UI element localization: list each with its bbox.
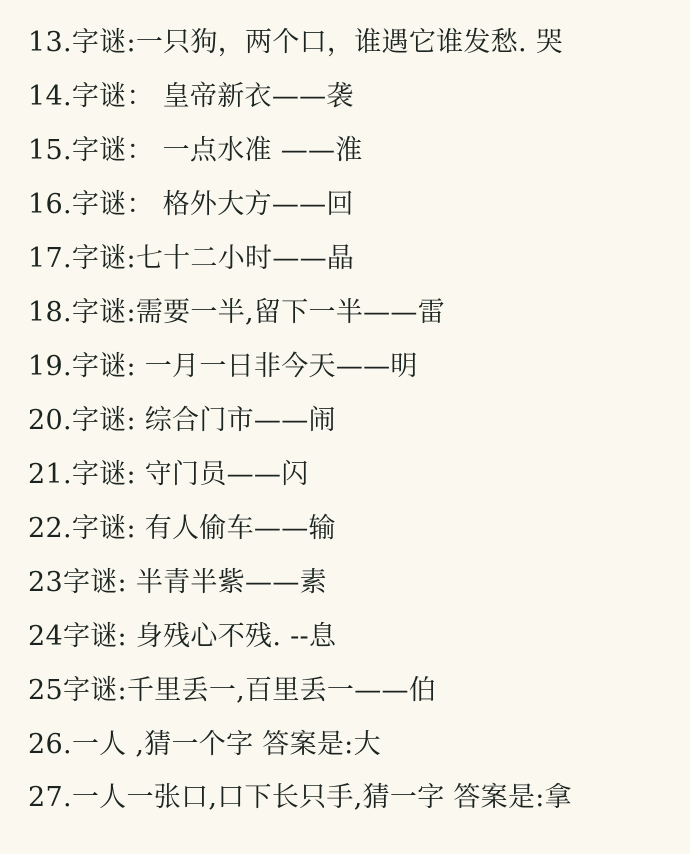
riddle-line: 15.字谜： 一点水准 ——淮 xyxy=(28,135,363,166)
riddle-line: 13.字谜:一只狗，两个口，谁遇它谁发愁. 哭 xyxy=(28,27,564,58)
riddle-line: 17.字谜:七十二小时——晶 xyxy=(28,243,355,274)
riddle-line: 22.字谜: 有人偷车——输 xyxy=(28,513,336,544)
riddle-line: 14.字谜： 皇帝新衣——袭 xyxy=(28,81,354,112)
riddle-line: 23字谜: 半青半紫——素 xyxy=(28,567,327,598)
riddle-line: 26.一人 ,猜一个字 答案是:大 xyxy=(28,729,381,760)
riddle-line: 27.一人一张口,口下长只手,猜一字 答案是:拿 xyxy=(28,782,572,813)
riddle-line: 20.字谜: 综合门市——闹 xyxy=(28,405,336,436)
riddle-line: 19.字谜: 一月一日非今天——明 xyxy=(28,351,418,382)
riddle-line: 16.字谜： 格外大方——回 xyxy=(28,189,354,220)
riddle-line: 21.字谜: 守门员——闪 xyxy=(28,459,309,490)
riddle-line: 24字谜: 身残心不残. --息 xyxy=(28,621,337,652)
riddle-line: 25字谜:千里丢一,百里丢一——伯 xyxy=(28,675,437,706)
riddle-list xyxy=(28,16,676,824)
riddle-line: 18.字谜:需要一半,留下一半——雷 xyxy=(28,297,446,328)
